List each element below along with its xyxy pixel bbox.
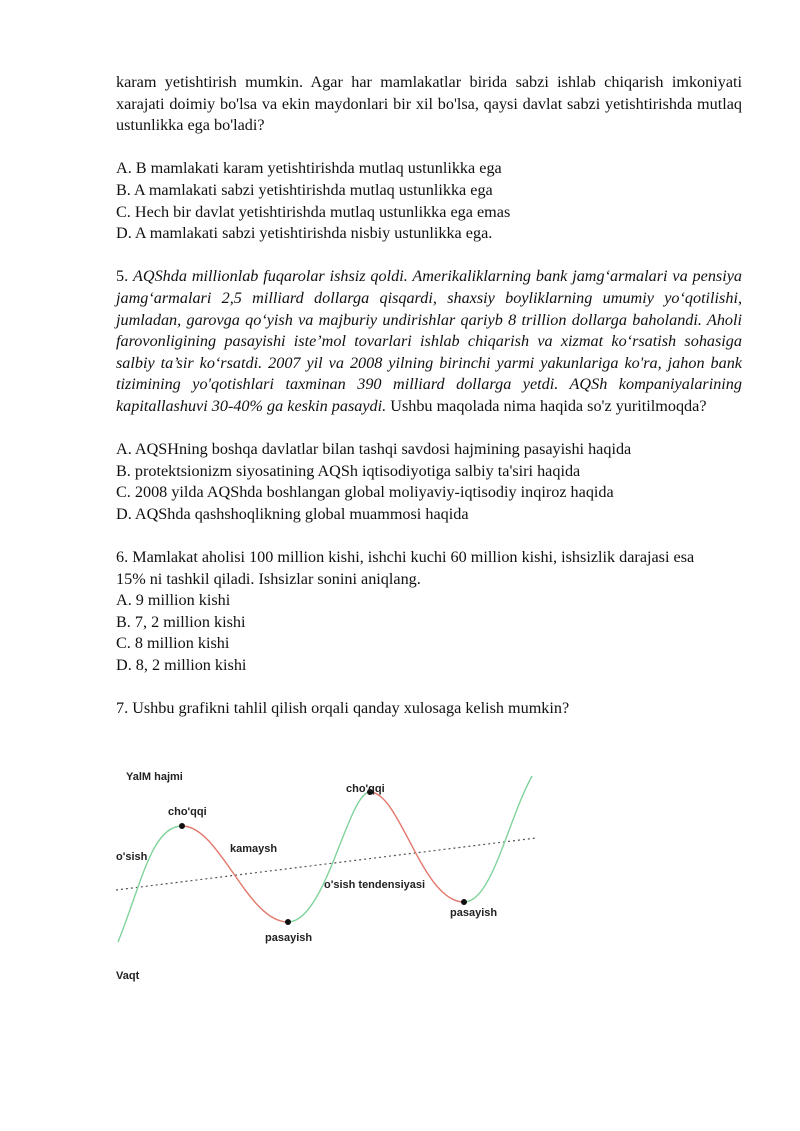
trough-point-2: [461, 899, 467, 905]
growth-segment-1: [118, 826, 182, 942]
q6-option-d: D. 8, 2 million kishi: [116, 656, 247, 675]
peak-label-2: cho'qqi: [346, 783, 385, 795]
growth-segment-3: [464, 776, 532, 902]
peak-point-1: [179, 823, 185, 829]
trough-point-1: [285, 919, 291, 925]
decline-label: kamaysh: [230, 843, 278, 855]
intro-paragraph: karam yetishtirish mumkin. Agar har mamlakatlar birida sabzi ishlab chiqarish imkoniyati xarajati doimiy bo'lsa va ekin maydonlari bir xil bo'lsa, qaysi davlat sabzi yetishtirishda mutlaq ustunlikka ega bo'ladi?: [116, 73, 742, 135]
question-5-prompt: Ushbu maqolada nima haqida so'z yuritilmoqda?: [390, 396, 707, 415]
trough-label-2: pasayish: [450, 907, 498, 919]
question-5-passage: AQShda millionlab fuqarolar ishsiz qoldi. Amerikaliklarning bank jamg‘armalari va pensiya jamg‘armalari 2,5 milliard dollarga qisqardi, shaxsiy boyliklarning umumiy yo‘qotilishi, jumladan, garovga qo‘yish va majburiy undirishlar qariyb 8 trillion dollarga baholandi. Aholi farovonligining pasayishi iste’mol tovarlari ishlab chiqarish va xizmat ko‘rsatish sohasiga salbiy ta’sir ko‘rsatdi. 2007 yil va 2008 yilning birinchi yarmi yakunlariga ko'ra, jahon bank tizimining yo'qotishlari taxminan 390 milliard dollarga yetdi. AQSh kompaniyalarining kapitallashuvi 30-40% ga keskin pasaydi.: [116, 267, 743, 415]
intro-option-c: C. Hech bir davlat yetishtirishda mutlaq ustunlikka ega emas: [116, 202, 511, 221]
question-5-number: 5.: [116, 267, 129, 286]
growth-segment-2: [288, 792, 370, 922]
question-6: 6. Mamlakat aholisi 100 million kishi, ishchi kuchi 60 million kishi, ishsizlik darajasi esa 15% ni tashkil qiladi. Ishsizlar sonini aniqlang.: [116, 548, 695, 588]
q5-option-d: D. AQShda qashshoqlikning global muammosi haqida: [116, 504, 469, 523]
q6-option-c: C. 8 million kishi: [116, 634, 230, 653]
decline-segment-1: [182, 826, 288, 922]
q5-option-a: A. AQSHning boshqa davlatlar bilan tashqi savdosi hajmining pasayishi haqida: [116, 440, 632, 459]
document-page: [116, 72, 742, 720]
trough-label-1: pasayish: [265, 932, 313, 944]
question-5: [116, 266, 742, 417]
intro-option-b: B. A mamlakati sabzi yetishtirishda mutlaq ustunlikka ega: [116, 180, 493, 199]
business-cycle-svg: [112, 762, 548, 994]
question-7: 7. Ushbu grafikni tahlil qilish orqali qanday xulosaga kelish mumkin?: [116, 699, 570, 718]
trend-label: o'sish tendensiyasi: [324, 879, 426, 891]
q6-option-a: A. 9 million kishi: [116, 591, 231, 610]
q5-option-c: C. 2008 yilda AQShda boshlangan global moliyaviy-iqtisodiy inqiroz haqida: [116, 483, 614, 502]
intro-option-d: D. A mamlakati sabzi yetishtirishda nisbiy ustunlikka ega.: [116, 224, 493, 243]
q5-option-b: B. protektsionizm siyosatining AQSh iqtisodiyotiga salbiy ta'siri haqida: [116, 461, 581, 480]
y-axis-label: YalM hajmi: [126, 771, 183, 783]
peak-label-1: cho'qqi: [168, 806, 207, 818]
intro-option-a: A. B mamlakati karam yetishtirishda mutlaq ustunlikka ega: [116, 159, 502, 178]
x-axis-label: Vaqt: [116, 970, 140, 982]
growth-label: o'sish: [116, 851, 148, 863]
business-cycle-diagram: [112, 762, 548, 994]
q6-option-b: B. 7, 2 million kishi: [116, 612, 246, 631]
